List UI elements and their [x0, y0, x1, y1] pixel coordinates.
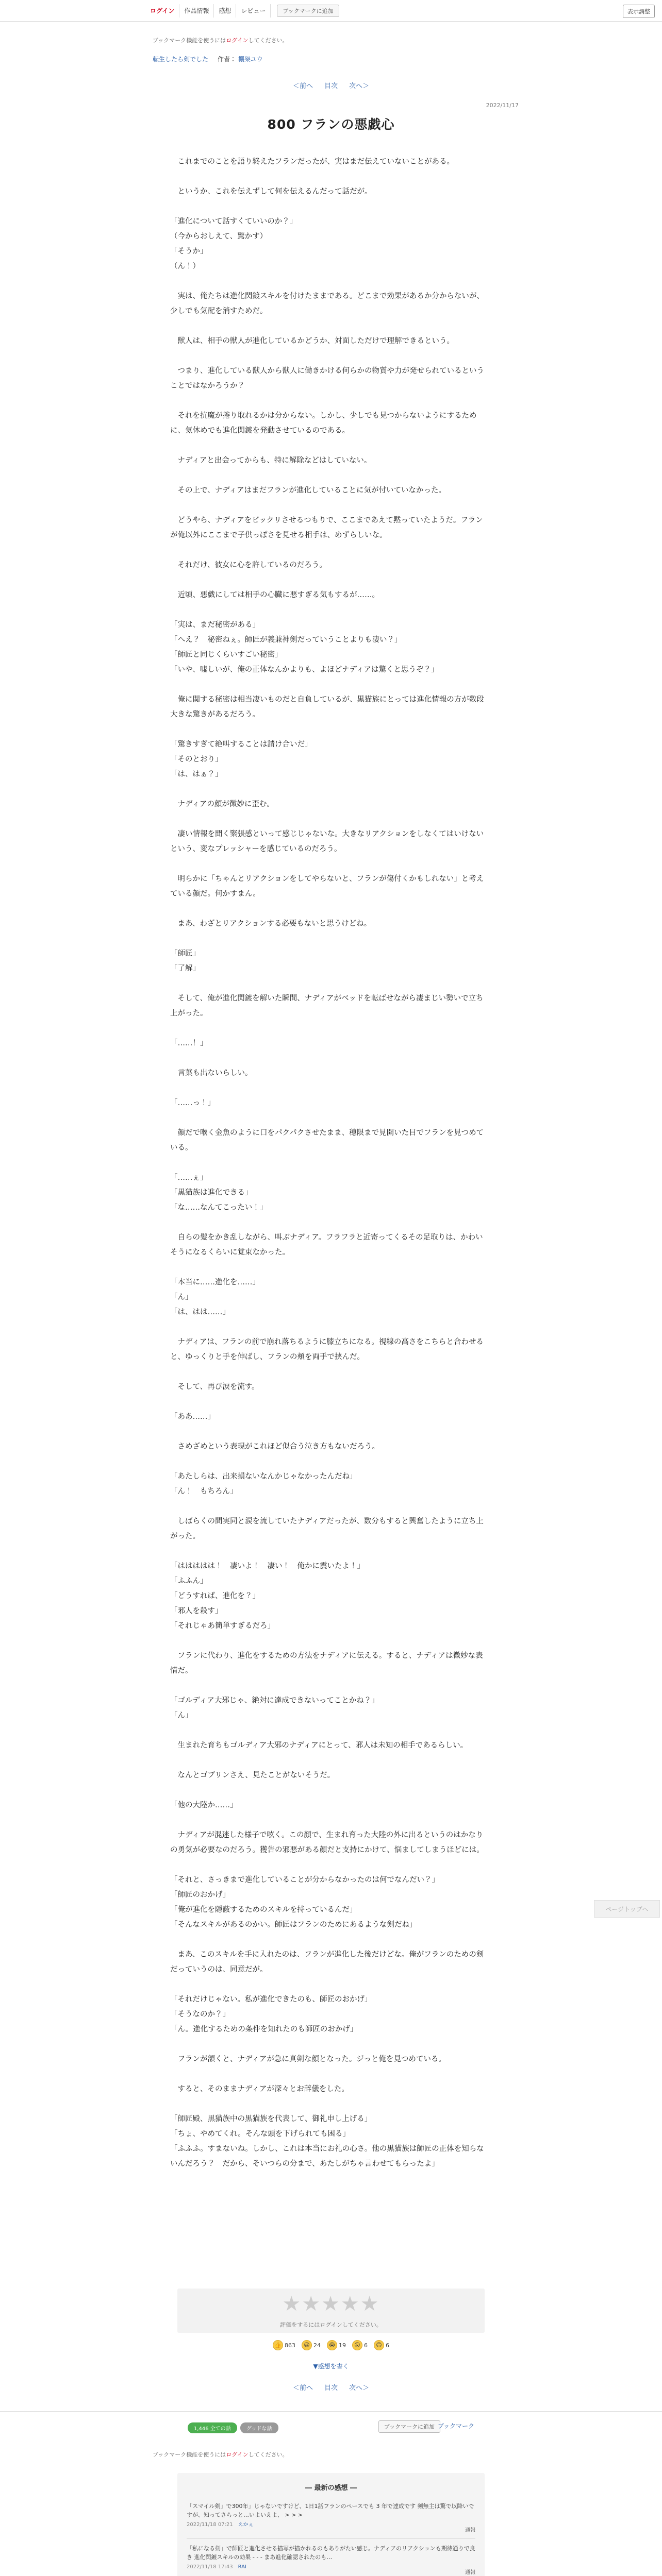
bottom-bookmark-bar [0, 2418, 662, 2437]
body-line: フランが頷くと、ナディアが急に真剣な顔となった。ジっと俺を見つめている。 [170, 2055, 446, 2063]
body-line: 明らかに「ちゃんとリアクションをしてやらないと、フランが傷付くかもしれない」と考えている顔だ。何かすまん。 [170, 875, 484, 898]
body-line: 「ん」 [170, 1293, 193, 1301]
body-line [170, 1395, 490, 1410]
reaction-button[interactable] [374, 2340, 389, 2350]
body-line [170, 812, 490, 827]
notice-prefix: ブックマーク機能を使うには [153, 37, 226, 44]
body-line: 「な……なんてこったい！」 [170, 1204, 268, 1212]
reaction-emoji-icon: 😊 [374, 2340, 384, 2350]
reaction-button[interactable] [273, 2340, 295, 2350]
body-line: （今からおしえて、驚かす） [170, 232, 268, 241]
all-episodes-pill[interactable]: 1,446 全ての話 [188, 2422, 237, 2433]
toc-link-bottom[interactable]: 目次 [324, 2384, 338, 2392]
body-line [170, 438, 490, 453]
body-line: フランに代わり、進化をするための方法をナディアに伝える。すると、ナディアは微妙な表情だ。 [170, 1652, 483, 1675]
chapter-title: 800 フランの悪戯心 [267, 117, 395, 132]
body-line [170, 1634, 490, 1649]
body-line: 「……ぇ」 [170, 1174, 208, 1182]
body-line: 「ん」 [170, 1711, 193, 1720]
review-item [187, 2544, 475, 2576]
body-line [170, 1723, 490, 1738]
body-line: というか、これを伝えずして何を伝えるんだって話だが。 [170, 188, 372, 196]
review-divider [187, 2538, 475, 2539]
reaction-emoji-icon: 😮 [352, 2340, 362, 2350]
notice-login-link[interactable]: ログイン [226, 37, 249, 44]
body-line [170, 677, 490, 692]
reaction-bar [0, 2340, 662, 2350]
body-line [170, 1111, 490, 1126]
body-line: 「邪人を殺す」 [170, 1607, 223, 1615]
body-line: 自らの髪をかき乱しながら、叫ぶナディア。フラフラと近寄ってくるその足取りは、かわいそうになるくらいに覚束なかった。 [170, 1233, 483, 1257]
page-top-button[interactable]: ページトップへ [594, 1900, 660, 1918]
body-line: つまり、進化している獣人から獣人に働きかける何らかの物質や力が発せられているということではなかろうか？ [170, 367, 484, 390]
rating-login-note: 評価をするにはログインしてください。 [280, 2321, 382, 2328]
reaction-button[interactable] [327, 2340, 346, 2350]
body-line [170, 1081, 490, 1096]
post-date: 2022/11/17 [486, 102, 519, 109]
review-user-link[interactable]: えかぇ [238, 2522, 254, 2528]
nav-work-info[interactable]: 作品情報 [179, 4, 214, 18]
good-episodes-pill[interactable]: グッドな話 [240, 2422, 278, 2433]
body-line [170, 319, 490, 334]
notice-login-link[interactable]: ログイン [226, 2451, 249, 2458]
reaction-button[interactable] [302, 2340, 321, 2350]
body-line: 「了解」 [170, 964, 200, 973]
body-line [170, 1021, 490, 1036]
body-line [170, 199, 490, 214]
body-line: 「驚きすぎて絶叫することは請け合いだ」 [170, 740, 312, 749]
next-link-bottom[interactable]: 次へ＞ [349, 2384, 370, 2392]
body-line: 「ははははは！ 凄いよ！ 凄い！ 俺かに震いたよ！」 [170, 1562, 365, 1570]
body-line: 「ふふふ。すまないね。しかし、これは本当にお礼の心さ。他の黒猫族は師匠の正体を知らないんだろう？ だから、そいつらの分まで、あたしがちゃ言わせてもらったよ」 [170, 2145, 484, 2168]
body-line: しばらくの間実同と涙を流していたナディアだったが、数分もすると興奮したように立ち上がった。 [170, 1517, 484, 1540]
review-user-link[interactable]: RAI [238, 2564, 246, 2570]
body-line: 「黒猫族は進化できる」 [170, 1189, 253, 1197]
nav-impressions[interactable]: 感想 [214, 4, 236, 18]
body-line [170, 1454, 490, 1469]
review-date: 2022/11/18 07:21 [187, 2522, 233, 2528]
pager-bottom [0, 2382, 662, 2392]
series-title-link[interactable]: 転生したら剣でした [153, 56, 209, 63]
reaction-count: 6 [364, 2342, 368, 2349]
body-line: すると、そのままナディアが深々とお辞儀をした。 [170, 2085, 349, 2093]
reaction-emoji-icon: 😀 [302, 2340, 312, 2350]
notice-suffix: してください。 [248, 2451, 288, 2458]
body-line: 言葉も出ないらしい。 [170, 1069, 253, 1077]
body-line [170, 498, 490, 513]
body-line: 「どうすれば、進化を？」 [170, 1592, 260, 1600]
body-line: 俺に関する秘密は相当凄いものだと自負しているが、黒猫族にとっては進化情報の方が数段大きな驚きがあるだろう。 [170, 696, 484, 719]
body-line: ナディアが混迷した様子で呟く。この顔で、生まれ育った大陸の外に出るというのはかなりの勇気が必要なのだろう。獲告の邪悪がある顔だと支持にかけて、悩ましてしまうほどには。 [170, 1831, 484, 1854]
body-line: 実は、俺たちは進化閃鍍スキルを付けたままである。どこまで効果があるか分からないが、少しでも気配を消すためだ。 [170, 292, 484, 315]
body-line [170, 1933, 490, 1947]
body-line: 「他の大陸か……」 [170, 1801, 238, 1809]
body-line [170, 1320, 490, 1335]
body-line [170, 1977, 490, 1992]
body-line [170, 1051, 490, 1066]
body-line: 「それと、さっきまで進化していることが分からなかったのは何でなんだい？」 [170, 1876, 439, 1884]
body-line: 「は、はは……」 [170, 1308, 230, 1316]
body-line [170, 722, 490, 737]
notice-suffix: してください。 [248, 37, 288, 44]
body-line [170, 349, 490, 364]
rating-box [177, 2289, 485, 2333]
body-line: 「……！」 [170, 1039, 208, 1047]
nav-review[interactable]: レビュー [236, 4, 271, 18]
body-line: 「ゴルディア大邪じゃ、絶対に達成できないってことかね？」 [170, 1697, 379, 1705]
divider [0, 2411, 662, 2412]
body-line: 獣人は、相手の獣人が進化しているかどうか、対面しただけで理解できるという。 [170, 337, 454, 345]
body-line [170, 170, 490, 184]
body-line: 「いや、嘘しいが、俺の正体なんかよりも、よほどナディアは驚くと思うぞ？」 [170, 666, 439, 674]
body-line [170, 1544, 490, 1559]
body-line: （ん！） [170, 262, 200, 270]
reaction-count: 24 [313, 2342, 321, 2349]
body-line: そして、再び涙を流す。 [170, 1383, 259, 1391]
body-line [170, 1365, 490, 1380]
pager-top [0, 80, 662, 90]
body-line: 「師匠」 [170, 950, 200, 958]
body-line [170, 2037, 490, 2052]
toc-link[interactable]: 目次 [324, 82, 338, 90]
prev-link-bottom[interactable]: ＜前へ [292, 2384, 313, 2392]
body-line: 「ん！ もちろん」 [170, 1487, 238, 1496]
prev-link[interactable]: ＜前へ [292, 82, 313, 90]
write-review-link[interactable]: ▼感想を書く [313, 2363, 349, 2370]
body-line [170, 603, 490, 618]
reaction-emoji-icon: 👍 [273, 2340, 283, 2350]
body-line [170, 1753, 490, 1768]
reaction-count: 19 [339, 2342, 346, 2349]
body-line: その上で、ナディアはまだフランが進化していることに気が付いていなかった。 [170, 486, 446, 495]
bookmark-login-notice [153, 36, 288, 44]
body-line [170, 394, 490, 409]
review-text: 「スマイル剣」で300年」じゃないですけど、1日1話フランのペースでも 3 年で達成です 剣無主は驚で以降いですが、知ってさらっと…いよいえよ、 > > > [187, 2503, 474, 2518]
reaction-emoji-icon: 😭 [327, 2340, 337, 2350]
body-line: 「師匠殿、黒猫族中の黒猫族を代表して、御礼申し上げる」 [170, 2115, 372, 2123]
body-line: 「師匠のおかげ」 [170, 1891, 230, 1899]
body-line [170, 468, 490, 483]
body-line: 顔だで喉く金魚のように口をパクパクさせたまま、穂限まで見開いた目でフランを見つめている。 [170, 1129, 484, 1152]
body-line [170, 1499, 490, 1514]
body-line [170, 782, 490, 797]
body-line [170, 1858, 490, 1873]
latest-reviews-box [177, 2473, 485, 2576]
body-line: 「ちょ、やめてくれ。そんな頭を下げられても困る」 [170, 2130, 350, 2138]
body-line: 「あたしらは、出来損ないなんかじゃなかったんだね」 [170, 1472, 357, 1481]
series-info [153, 55, 263, 63]
review-date: 2022/11/18 17:43 [187, 2564, 233, 2570]
review-item [187, 2502, 475, 2535]
body-line [170, 1679, 490, 1693]
review-text: 「私になる剣」で師匠と進化させる描写が描かれるのもありがたい感じ。ナディアのリアクションも期待通りで良き 進化閃鍍スキルの効果 - - - まあ進化確認されたのも… [187, 2545, 475, 2561]
body-line: 「それだけじゃない。私が進化できたのも、師匠のおかげ」 [170, 1995, 372, 2004]
body-line: 「ふふん」 [170, 1577, 208, 1585]
report-link[interactable]: 通報 [465, 2528, 475, 2533]
body-line [170, 857, 490, 872]
body-line: 「そんなスキルがあるのかい。師匠はフランのためにあるような剣だね」 [170, 1921, 417, 1929]
body-line: 「ああ……」 [170, 1413, 215, 1421]
body-line: これまでのことを語り終えたフランだったが、実はまだ伝えていないことがある。 [170, 158, 454, 166]
bookmark-link[interactable]: ブックマーク [437, 2422, 474, 2430]
author-label: 作者： [218, 56, 237, 63]
body-line: 「……っ！」 [170, 1099, 215, 1107]
display-settings-button[interactable]: 表示調整 [623, 5, 655, 18]
top-nav [0, 0, 662, 22]
body-line [170, 2097, 490, 2112]
body-line: どうやら、ナディアをビックリさせるつもりで、ここまであえて黙っていたようだ。フランが俺以外にここまで子供っぽさを見せる相手は、めずらしいな。 [170, 516, 483, 539]
body-line [170, 931, 490, 946]
body-line: 「実は、まだ秘密がある」 [170, 621, 260, 629]
top-nav-items [145, 4, 339, 18]
body-line: それだけ、彼女に心を許しているのだろう。 [170, 561, 327, 569]
author-link[interactable]: 棚架ユウ [238, 56, 263, 63]
body-line: まあ、わざとリアクションする必要もないと思うけどね。 [170, 920, 372, 928]
body-line: 「俺が進化を隠蔽するためのスキルを持っているんだ」 [170, 1906, 357, 1914]
body-line: 「進化について話すくていいのか？」 [170, 217, 297, 226]
body-line: ナディアと出会ってからも、特に解除などはしていない。 [170, 456, 372, 465]
body-line [170, 2067, 490, 2082]
body-line [170, 274, 490, 289]
body-line: 「本当に……進化を……」 [170, 1278, 260, 1286]
write-review [0, 2362, 662, 2370]
report-link[interactable]: 通報 [465, 2570, 475, 2575]
body-line [170, 1425, 490, 1439]
bookmark-add-button[interactable]: ブックマークに追加 [277, 5, 339, 17]
body-line: 「ん。進化するための条件を知れたのも師匠のおかげ」 [170, 2025, 358, 2033]
bookmark-add-button-bottom[interactable]: ブックマークに追加 [378, 2420, 440, 2433]
body-line: 生まれた育ちもゴルディア大邪のナディアにとって、邪人は未知の相手であるらしい。 [170, 1741, 468, 1750]
body-line: 「そのとおり」 [170, 755, 223, 764]
body-line: 「それじゃあ簡単すぎるだろ」 [170, 1622, 275, 1630]
body-line: 近頃、悪戯にしては相手の心臓に悪すぎる気もするが……。 [170, 591, 379, 599]
bookmark-login-notice-bottom [153, 2450, 288, 2459]
body-line: さめざめという表現がこれほど似合う泣き方もないだろう。 [170, 1443, 379, 1451]
notice-prefix: ブックマーク機能を使うには [153, 2451, 226, 2458]
body-line: そして、俺が進化閃鍍を解いた瞬間、ナディアがベッドを転ばせながら凄まじい勢いで立ち上がった。 [170, 994, 484, 1018]
body-line: 「そうか」 [170, 247, 208, 256]
next-link[interactable]: 次へ＞ [349, 82, 370, 90]
body-line [170, 1783, 490, 1798]
body-line [170, 1813, 490, 1828]
body-line: それを抗魔が捲り取れるかは分からない。しかし、少しでも見つからないようにするために、気休めでも進化閃鍍を発動させているのである。 [170, 412, 477, 435]
body-line: ナディアは、フランの前で崩れ落ちるように膝立ちになる。視線の高さをこちらと合わせると、ゆっくりと手を伸ばし、フランの頬を両手で挟んだ。 [170, 1338, 484, 1361]
body-line [170, 1215, 490, 1230]
rating-stars[interactable]: ★★★★★ [282, 2292, 380, 2316]
body-line: まあ、このスキルを手に入れたのは、フランが進化した後だけどな。俺がフランのための剣だっていうのは、同意だが。 [170, 1951, 484, 1974]
reaction-count: 6 [386, 2342, 389, 2349]
chapter-body [170, 155, 490, 2172]
body-line: 「師匠と同じくらいすごい秘密」 [170, 651, 283, 659]
reaction-button[interactable] [352, 2340, 368, 2350]
body-line: 「そうなのか？」 [170, 2010, 230, 2019]
body-line [170, 573, 490, 588]
body-line: 「へえ？ 秘密ねぇ。師匠が義兼神剣だっていうことよりも凄い？」 [170, 636, 402, 644]
body-line [170, 1260, 490, 1275]
body-line [170, 976, 490, 991]
body-line: 「は、はぁ？」 [170, 770, 223, 778]
latest-reviews-heading: ― 最新の感想 ― [305, 2484, 357, 2492]
body-line: なんとゴブリンさえ、見たことがないそうだ。 [170, 1771, 335, 1780]
body-line: ナディアの顔が微妙に歪む。 [170, 800, 274, 808]
reaction-count: 863 [285, 2342, 295, 2349]
body-line [170, 543, 490, 558]
body-line [170, 902, 490, 917]
login-link[interactable]: ログイン [145, 4, 179, 18]
body-line [170, 1156, 490, 1171]
body-line: 凄い情報を聞く緊張感といって感じじゃないな。大きなリアクションをしなくてはいけないという、変なプレッシャーを感じているのだろう。 [170, 830, 484, 853]
